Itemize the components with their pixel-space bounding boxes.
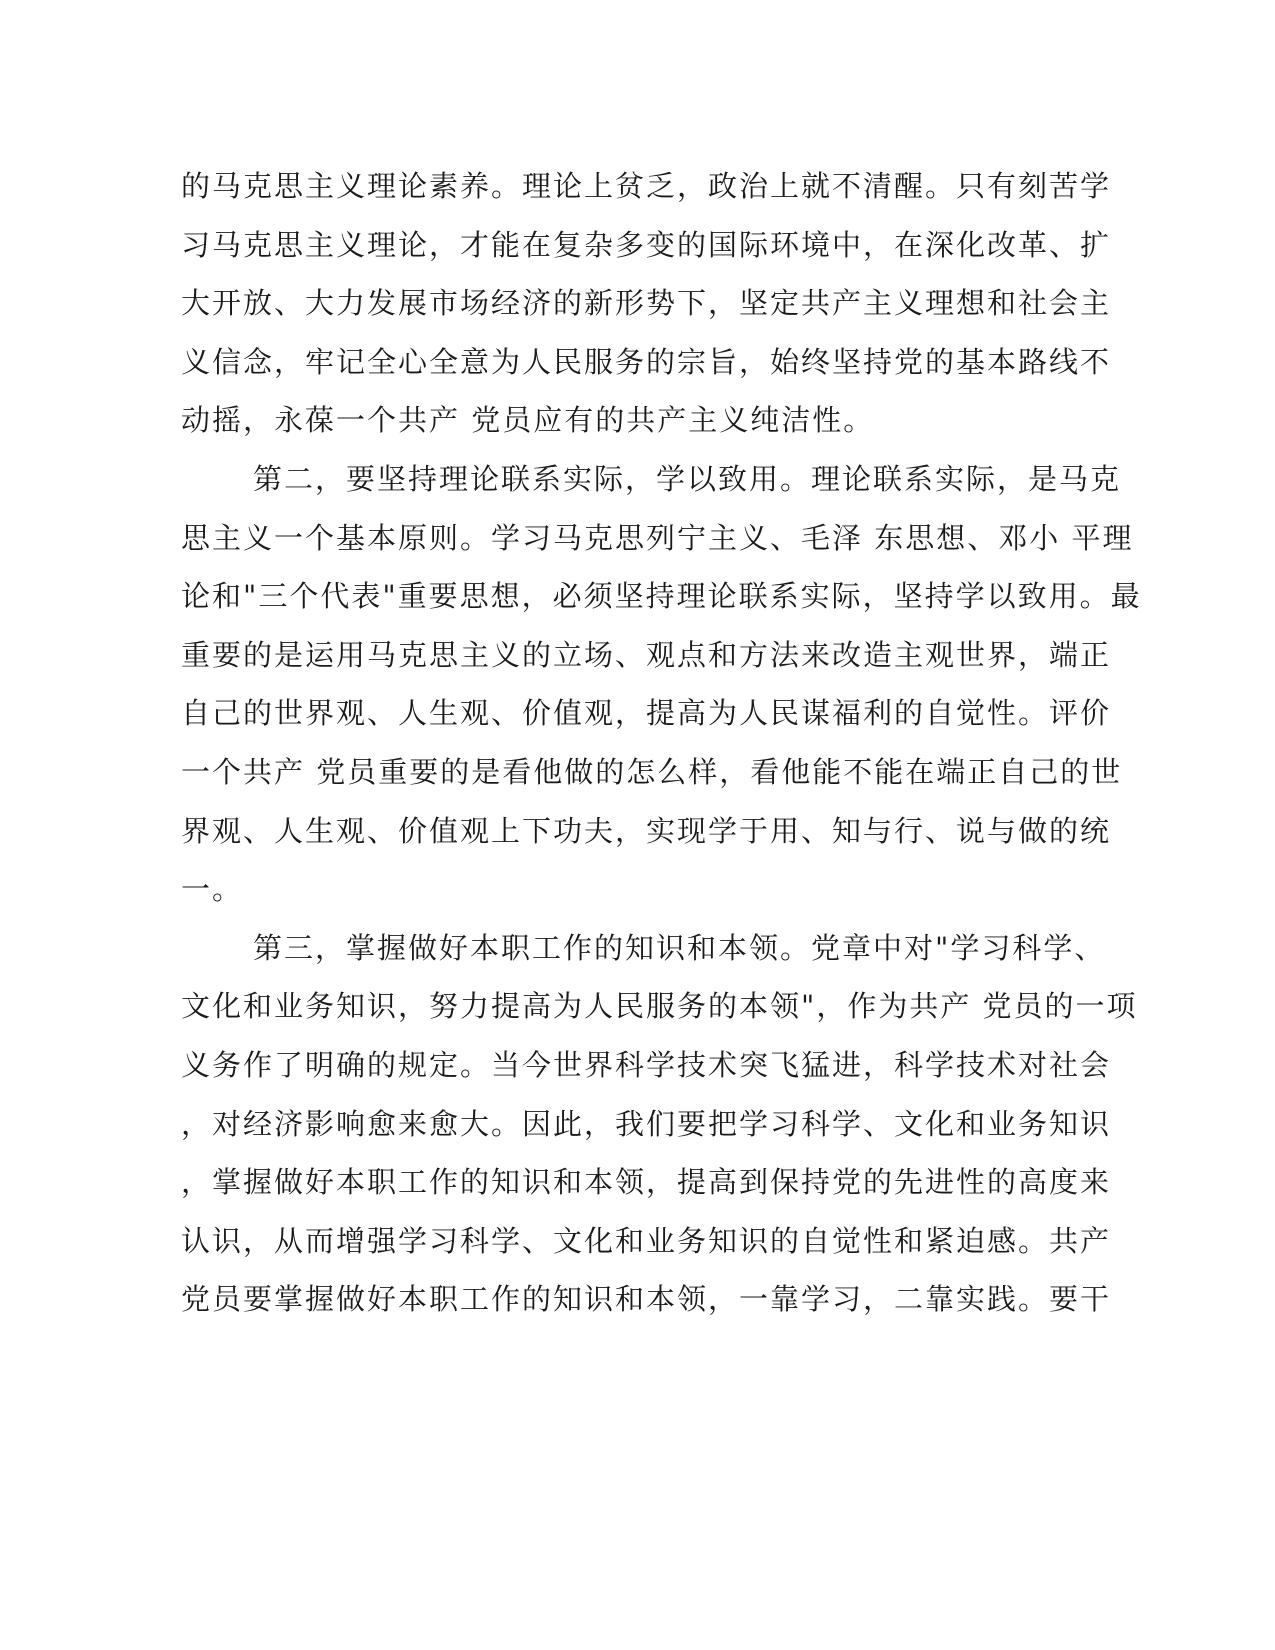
text-line: 义信念，牢记全心全意为人民服务的宗旨，始终坚持党的基本路线不 bbox=[181, 344, 1112, 379]
text-line: 的马克思主义理论素养。理论上贫乏，政治上就不清醒。只有刻苦学 bbox=[181, 169, 1112, 203]
text-line: 认识，从而增强学习科学、文化和业务知识的自觉性和紧迫感。共产 bbox=[181, 1223, 1112, 1258]
text-line: 一。 bbox=[181, 872, 244, 907]
text-line: 动摇，永葆一个共产 党员应有的共产主义纯洁性。 bbox=[181, 403, 875, 438]
text-line: 第三，掌握做好本职工作的知识和本领。党章中对"学习科学、 bbox=[253, 930, 1106, 965]
text-line: 界观、人生观、价值观上下功夫，实现学于用、知与行、说与做的统 bbox=[181, 813, 1112, 848]
document-body bbox=[181, 157, 1142, 1329]
text-line: ，对经济影响愈来愈大。因此，我们要把学习科学、文化和业务知识 bbox=[181, 1106, 1112, 1141]
text-line: 思主义一个基本原则。学习马克思列宁主义、毛泽 东思想、邓小 平理 bbox=[181, 520, 1134, 555]
text-line: 自己的世界观、人生观、价值观，提高为人民谋福利的自觉性。评价 bbox=[181, 696, 1112, 731]
text-line: 重要的是运用马克思主义的立场、观点和方法来改造主观世界，端正 bbox=[181, 637, 1112, 672]
text-line: 大开放、大力发展市场经济的新形势下，坚定共产主义理想和社会主 bbox=[181, 286, 1112, 321]
text-line: 义务作了明确的规定。当今世界科学技术突飞猛进，科学技术对社会 bbox=[181, 1047, 1112, 1082]
text-line: 文化和业务知识，努力提高为人民服务的本领"，作为共产 党员的一项 bbox=[181, 989, 1138, 1024]
paragraph-2 bbox=[181, 450, 1142, 919]
text-line: 一个共产 党员重要的是看他做的怎么样，看他能不能在端正自己的世 bbox=[181, 754, 1123, 789]
paragraph-3 bbox=[181, 919, 1138, 1329]
paragraph-1 bbox=[181, 157, 1112, 450]
text-line: ，掌握做好本职工作的知识和本领，提高到保持党的先进性的高度来 bbox=[181, 1165, 1112, 1200]
text-line: 第二，要坚持理论联系实际，学以致用。理论联系实际，是马克 bbox=[253, 461, 1122, 496]
text-line: 论和"三个代表"重要思想，必须坚持理论联系实际，坚持学以致用。最 bbox=[181, 579, 1142, 614]
text-line: 习马克思主义理论，才能在复杂多变的国际环境中，在深化改革、扩 bbox=[181, 227, 1112, 262]
text-line: 党员要掌握做好本职工作的知识和本领，一靠学习，二靠实践。要干 bbox=[181, 1282, 1112, 1317]
